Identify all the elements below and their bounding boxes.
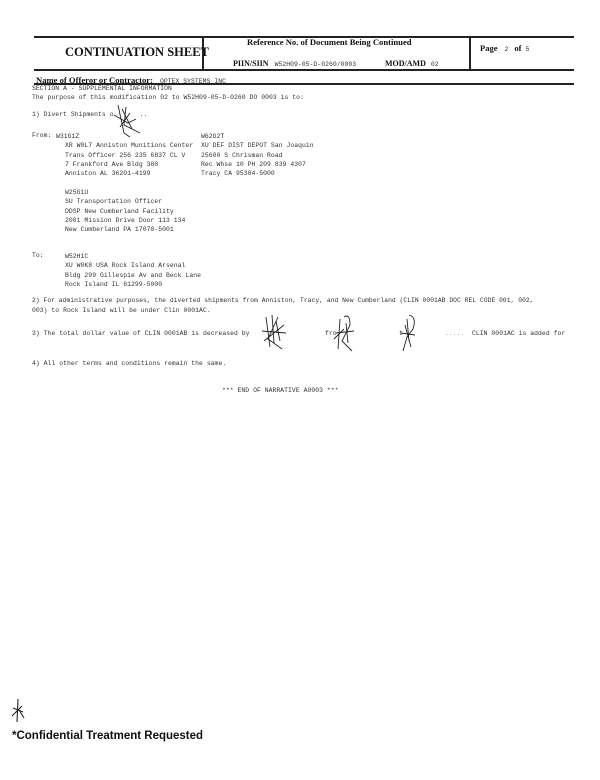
piin-label: PIIN/SIIN [233,59,269,68]
mod-row [385,53,439,71]
item-3-part-2: fro [325,330,337,337]
address-line: Anniston AL 36201-4199 [65,170,151,178]
redaction-mark-icon [110,103,144,139]
address-line: Tracy CA 95304-5000 [201,170,275,178]
section-heading: SECTION A - SUPPLEMENTAL INFORMATION [32,85,172,92]
page-total: 5 [525,46,530,53]
address-line: XR W0L7 Anniston Munitions Center [65,142,194,150]
address-line: 7 Frankford Ave Bldg 380 [65,160,159,168]
to-address [65,252,201,289]
confidential-notice: *Confidential Treatment Requested [12,730,204,742]
redaction-mark-icon [397,313,419,353]
item-3-part-3: t [399,330,403,337]
item-3-dots: ..... [445,330,465,337]
piin-value: W52H09-05-D-0260/0003 [274,61,357,68]
address-code: W52H1C [65,253,89,260]
redaction-mark-icon [258,313,288,351]
item-2-line-1: 2) For administrative purposes, the diverted shipments from Anniston, Tracy, and New Cumberland (CLIN 0001AB DOC REL CODE 001, 002, [32,297,534,304]
address-code: W25G1U [65,189,89,196]
address-line: XU W0K8 USA Rock Island Arsenal [65,262,186,270]
reference-label: Reference No. of Document Being Continued [247,37,412,47]
address-line: XU DEF DIST DEPOT San Joaquin [201,142,314,150]
offeror-value: OPTEX SYSTEMS INC [159,78,226,85]
piin-row [233,53,356,71]
item-2-line-2: 003) to Rock Island will be under Clin 0001AC. [32,307,211,314]
address-line: Rec Whse 10 PH 209 839 4307 [201,160,306,168]
continuation-sheet-title: CONTINUATION SHEET [65,45,209,59]
end-of-narrative: *** END OF NARRATIVE A0003 *** [222,387,339,394]
address-line: Bldg 299 Gillespie Av and Beck Lane [65,271,201,279]
page-label: Page [480,43,498,53]
address-code: W62G2T [201,133,225,140]
initials-mark-icon [10,698,26,724]
address-line: 2001 Mission Drive Door 113 134 [65,216,186,224]
header-divider-2 [469,36,471,69]
of-label: of [514,43,522,53]
address-line: 25600 S Chrisman Road [201,151,283,159]
mod-value: 02 [430,61,439,68]
page-indicator [480,38,529,56]
item-4: 4) All other terms and conditions remain the same. [32,360,227,367]
from-address-3 [56,188,185,234]
item-3-part-1: 3) The total dollar value of CLIN 0001AB is decreased by [32,330,250,337]
page-number: 2 [504,46,509,53]
from-label: From: [32,132,52,139]
item-1-text: 1) Divert Shipments o [32,111,114,118]
address-line: Rock Island IL 61299-5000 [65,280,163,288]
address-line: SU Transportation Officer [65,198,163,206]
to-label: To: [32,252,44,259]
from-address-2 [201,132,314,178]
item-3-part-4: CLIN 0001AC is added for [472,330,566,337]
item-1-tail: .. [139,111,148,118]
address-line: Trans Officer 256 235 6837 CL V [65,151,186,159]
redaction-mark-icon [330,313,358,353]
intro-text: The purpose of this modification 02 to W52H09-05-D-0260 DO 0003 is to: [32,94,304,101]
offeror-label: Name of Offeror or Contractor: [36,75,153,85]
address-line: New Cumberland PA 17070-5001 [65,226,174,234]
address-code: W31G1Z [56,133,80,140]
mod-label: MOD/AMD [385,59,426,68]
address-line: DDSP New Cumberland Facility [65,207,174,215]
